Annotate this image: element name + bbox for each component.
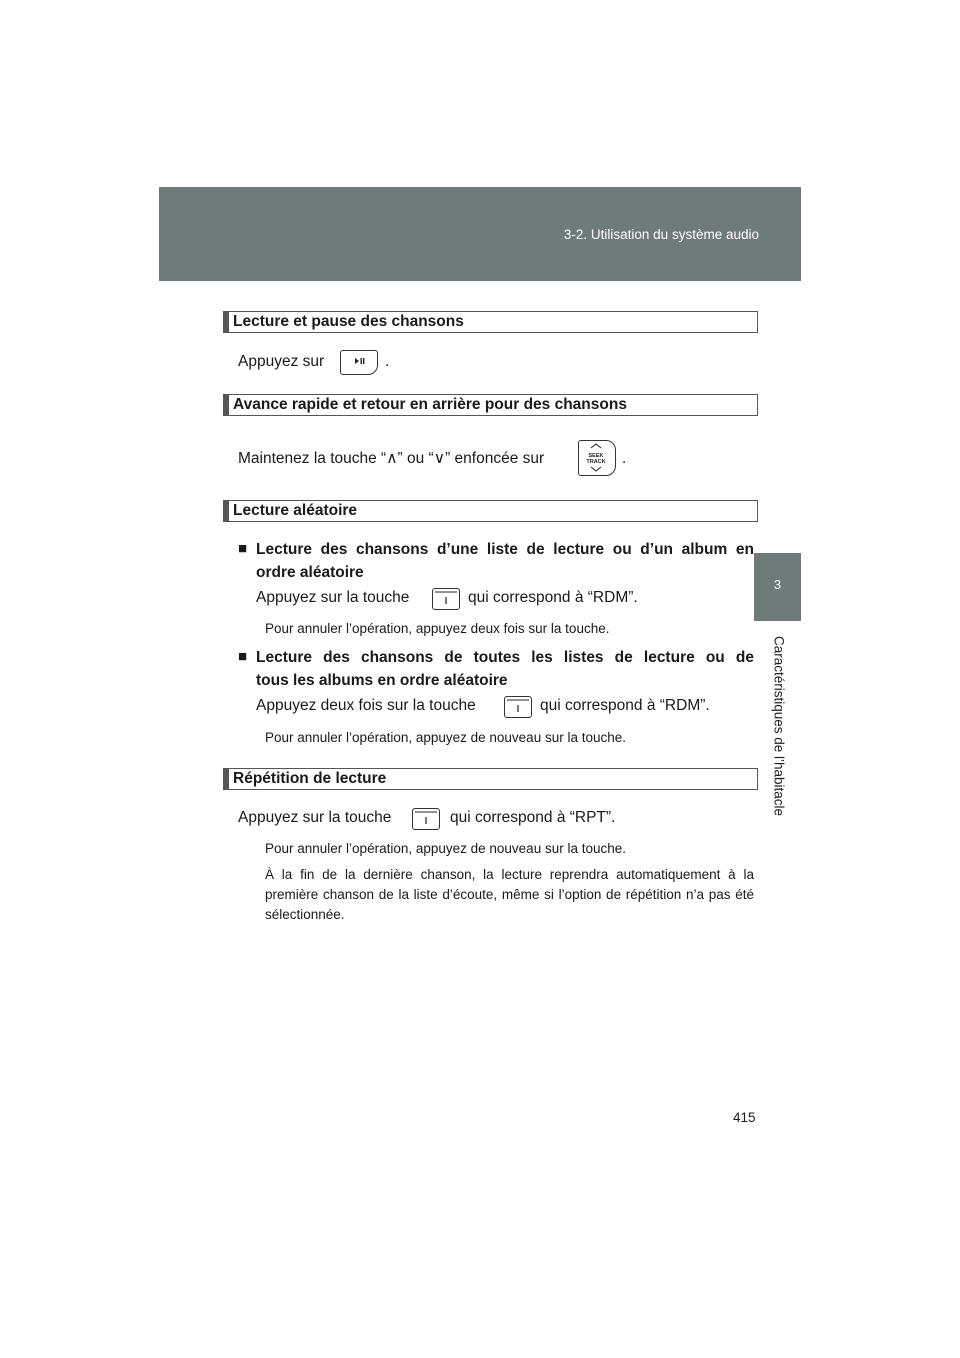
random-album-note: Pour annuler l’opération, appuyez deux fois sur la touche. (265, 621, 610, 636)
page-number: 415 (733, 1110, 756, 1125)
seek-instruction: Maintenez la touche “∧” ou “∨” enfoncée sur (238, 450, 545, 467)
repeat-instruction-end: qui correspond à “RPT”. (450, 809, 616, 826)
bullet-square-icon: ■ (238, 648, 248, 665)
play-pause-key-icon (340, 350, 378, 375)
page-header (159, 187, 801, 281)
repeat-note-auto: À la fin de la dernière chanson, la lecture reprendra automatiquement à la première chanson de la liste d’écoute, même si l’option de répétition n’a pas été sélectionnée. (265, 867, 754, 922)
random-all-title-line1: Lecture des chansons de toutes les listes de lecture ou de (256, 649, 754, 666)
random-all-title-line2: tous les albums en ordre aléatoire (256, 672, 508, 689)
random-all-note: Pour annuler l’opération, appuyez de nouveau sur la touche. (265, 730, 626, 745)
instruction-text: Appuyez sur (238, 353, 325, 370)
header-section-title: 3-2. Utilisation du système audio (563, 227, 759, 242)
random-album-instruction-end: qui correspond à “RDM”. (468, 589, 638, 606)
preset-key-icon (432, 588, 460, 610)
seek-track-key-icon (578, 440, 616, 476)
section-heading-seek: Avance rapide et retour en arrière pour des chansons (223, 394, 758, 416)
chapter-title: Caractéristiques de l’habitacle (771, 635, 787, 817)
random-all-instruction: Appuyez deux fois sur la touche (256, 697, 476, 714)
repeat-instruction: Appuyez sur la touche (238, 809, 392, 826)
section-heading-random: Lecture aléatoire (223, 500, 758, 522)
svg-text:TRACK: TRACK (586, 459, 606, 465)
play-pause-instruction (238, 351, 324, 373)
random-album-title-line1: Lecture des chansons d’une liste de lecture ou d’un album en (256, 541, 754, 558)
section-heading-repeat: Répétition de lecture (223, 768, 758, 790)
section-heading-play-pause: Lecture et pause des chansons (223, 311, 758, 333)
random-all-instruction-end: qui correspond à “RDM”. (540, 697, 710, 714)
preset-key-icon (504, 696, 532, 718)
bullet-square-icon: ■ (238, 540, 248, 557)
svg-text:SEEK: SEEK (588, 453, 604, 459)
chapter-number: 3 (773, 577, 782, 592)
random-album-title-line2: ordre aléatoire (256, 564, 364, 581)
chapter-tab (754, 553, 801, 621)
seek-period: . (622, 450, 627, 467)
random-album-instruction: Appuyez sur la touche (256, 589, 410, 606)
play-pause-period: . (385, 353, 390, 370)
preset-key-icon (412, 808, 440, 830)
repeat-note-cancel: Pour annuler l’opération, appuyez de nouveau sur la touche. (265, 841, 626, 856)
